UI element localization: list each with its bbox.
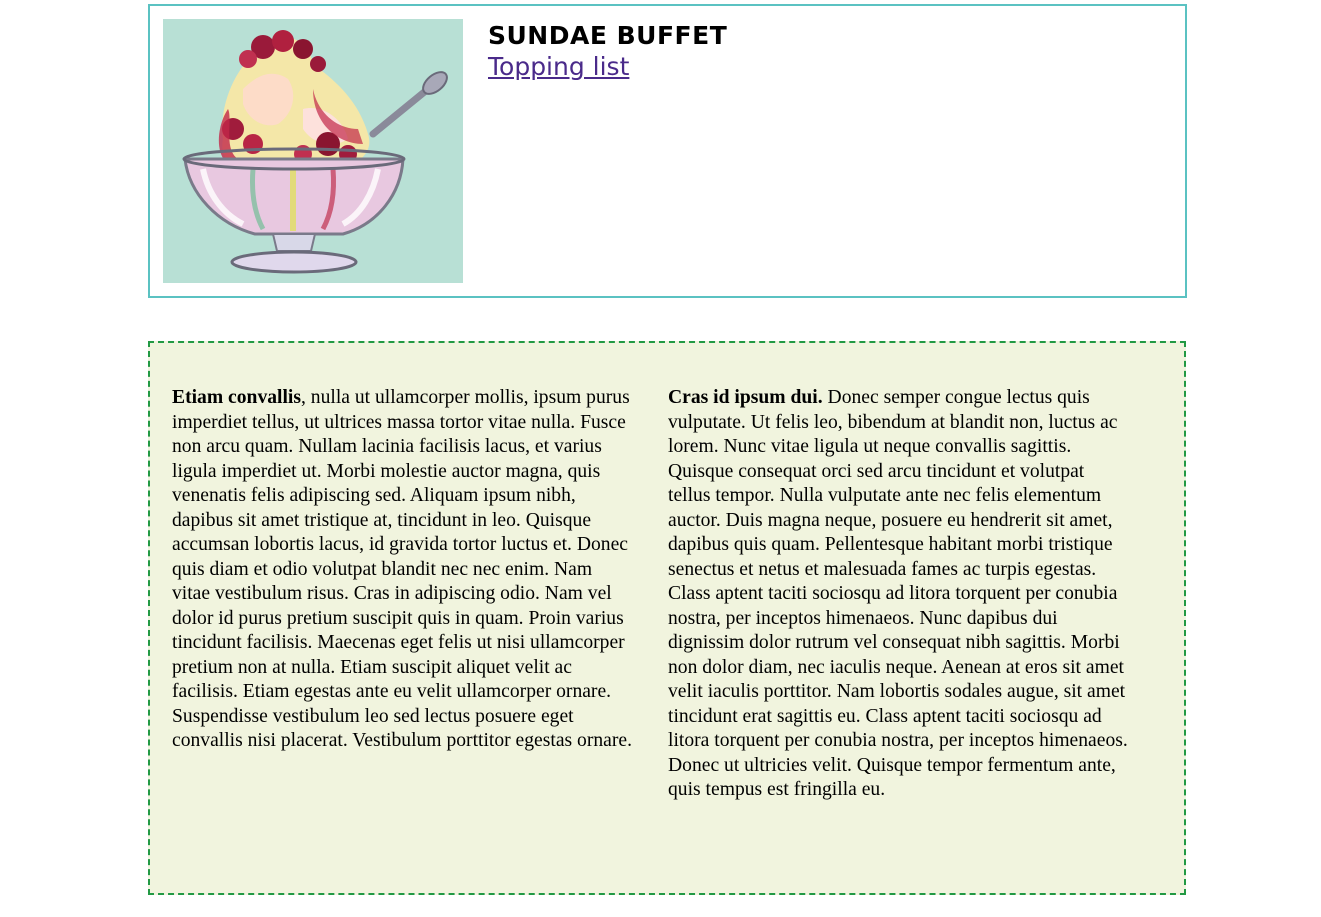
column-left-lead: Etiam convallis (172, 387, 301, 408)
sundae-image (163, 19, 463, 283)
site-title: SUNDAE BUFFET (488, 21, 728, 50)
header-section (148, 4, 1187, 298)
text-column-right (668, 386, 1128, 803)
header-text (488, 20, 727, 82)
column-left-body: , nulla ut ullamcorper mollis, ipsum purus imperdiet tellus, ut ultrices massa tortor vitae nulla. Fusce non arcu quam. Nullam lacinia facilisis lacus, et varius ligula imperdiet ut. Morbi molestie auctor magna, quis venenatis felis adipiscing sed. Aliquam ipsum nibh, dapibus sit amet tristique at, tincidunt in leo. Quisque accumsan lobortis lacus, id gravida tortor luctus et. Donec quis diam et odio volutpat blandit nec nec enim. Nam vitae vestibulum risus. Cras in adipiscing odio. Nam vel dolor id purus pretium suscipit quis in quam. Proin varius tincidunt facilisis. Maecenas eget felis ut nisi ullamcorper pretium non at nulla. Etiam suscipit aliquet velit ac facilisis. Etiam egestas ante eu velit ullamcorper ornare. Suspendisse vestibulum leo sed lectus posuere eget convallis nisi placerat. Vestibulum porttitor egestas ornare. (172, 387, 632, 751)
column-right-lead: Cras id ipsum dui. (668, 387, 823, 408)
column-right-body: Donec semper congue lectus quis vulputate. Ut felis leo, bibendum at blandit non, luctus ac lorem. Nunc vitae ligula ut neque convallis sagittis. Quisque consequat orci sed arcu tincidunt et volutpat tellus tempor. Nulla vulputate ante nec felis elementum auctor. Duis magna neque, posuere eu hendrerit sit amet, dapibus quis quam. Pellentesque habitant morbi tristique senectus et netus et malesuada fames ac turpis egestas. Class aptent taciti sociosqu ad litora torquent per conubia nostra, per inceptos himenaeos. Nunc dapibus dui dignissim dolor rutrum vel consequat nibh sagittis. Morbi non dolor diam, nec iaculis neque. Aenean at eros sit amet velit iaculis porttitor. Nam lobortis sodales augue, sit amet tincidunt erat sagittis eu. Class aptent taciti sociosqu ad litora torquent per conubia nostra, per inceptos himenaeos. Donec ut ultricies velit. Quisque tempor fermentum ante, quis tempus est fringilla eu. (668, 387, 1128, 800)
text-column-left (172, 386, 632, 754)
content-section (148, 341, 1186, 895)
topping-list-link[interactable]: Topping list (488, 52, 630, 81)
